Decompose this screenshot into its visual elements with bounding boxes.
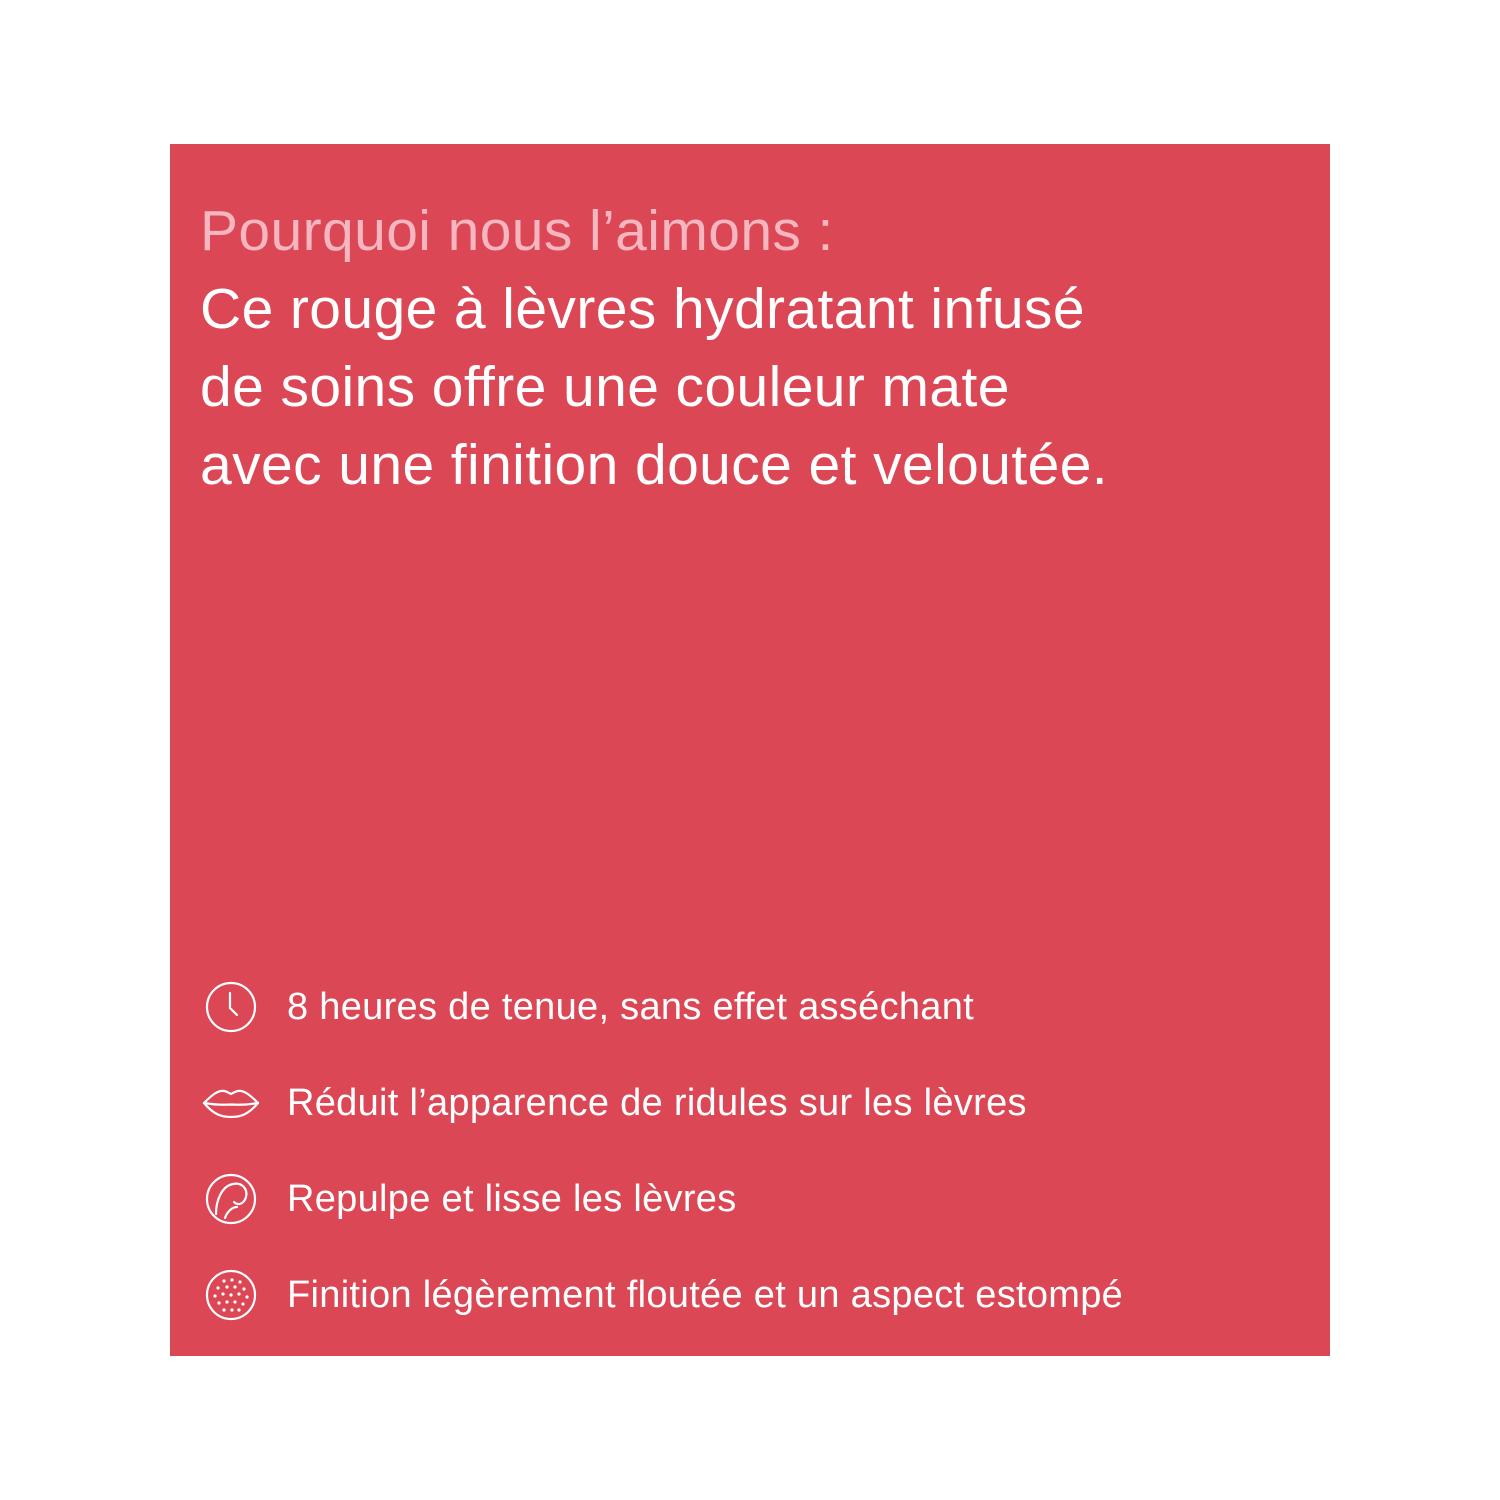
clock-icon — [202, 978, 260, 1036]
dotted-circle-icon — [202, 1266, 260, 1324]
feature-text: 8 heures de tenue, sans effet asséchant — [287, 985, 975, 1028]
feature-list — [202, 978, 1123, 1362]
feature-item — [202, 978, 1123, 1036]
feature-text: Repulpe et lisse les lèvres — [287, 1177, 737, 1220]
heading-label: Pourquoi nous l’aimons : — [200, 199, 834, 263]
lips-icon — [202, 1074, 260, 1132]
feature-item — [202, 1266, 1123, 1324]
heading-line: de soins offre une couleur mate — [200, 355, 1010, 419]
feature-text: Finition légèrement floutée et un aspect estompé — [287, 1273, 1124, 1316]
feature-text: Réduit l’apparence de ridules sur les lèvres — [287, 1081, 1027, 1124]
plump-icon — [202, 1170, 260, 1228]
feature-item — [202, 1170, 1123, 1228]
product-benefits-panel — [170, 144, 1330, 1356]
feature-item — [202, 1074, 1123, 1132]
benefits-heading — [200, 192, 1108, 504]
heading-line: avec une finition douce et veloutée. — [200, 433, 1109, 497]
heading-line: Ce rouge à lèvres hydratant infusé — [200, 277, 1085, 341]
